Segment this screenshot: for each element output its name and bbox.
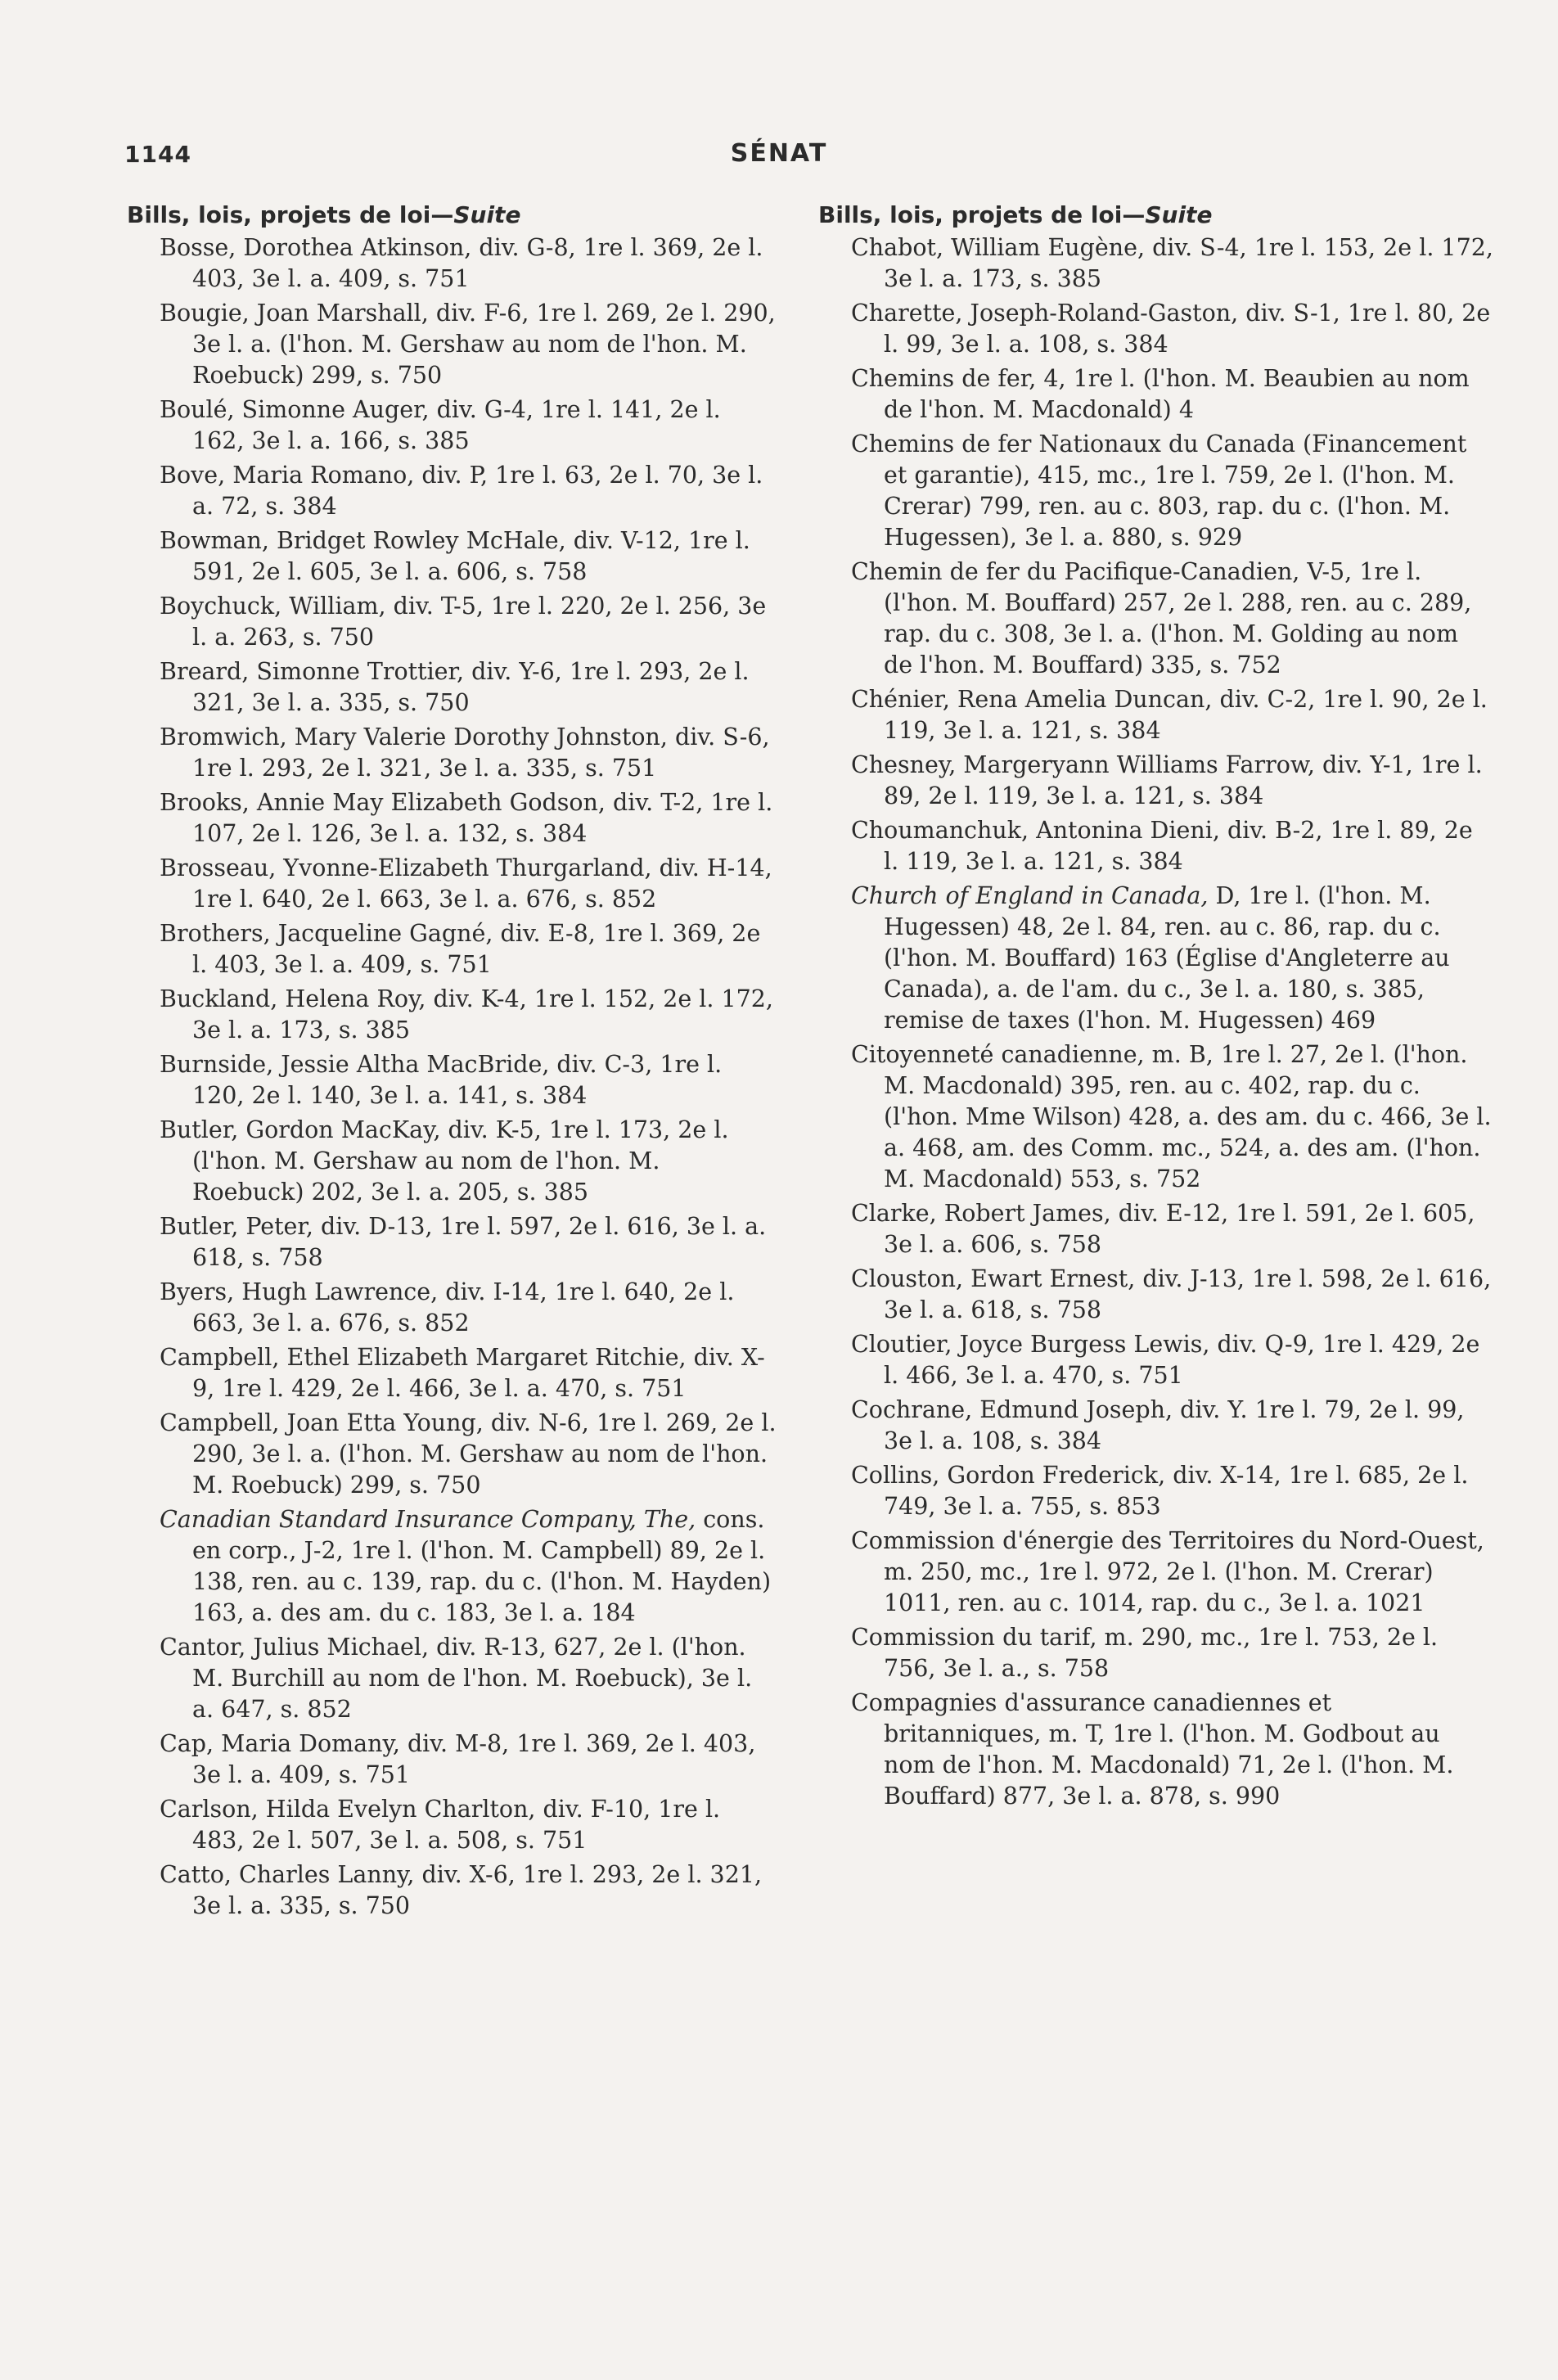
- index-entry: [818, 1264, 1493, 1326]
- index-entry-text: Chemins de fer, 4, 1re l. (l'hon. M. Beaubien au nom de l'hon. M. Macdonald) 4: [851, 365, 1470, 423]
- index-entry-text: Clouston, Ewart Ernest, div. J-13, 1re l. 598, 2e l. 616, 3e l. a. 618, s. 758: [851, 1265, 1492, 1323]
- index-entry-text: Bosse, Dorothea Atkinson, div. G-8, 1re l. 369, 2e l. 403, 3e l. a. 409, s. 751: [160, 234, 763, 292]
- index-entry: [127, 460, 777, 522]
- index-entry-text: Butler, Peter, div. D-13, 1re l. 597, 2e l. 616, 3e l. a. 618, s. 758: [160, 1213, 767, 1271]
- index-entry: [127, 1277, 777, 1339]
- index-entry: [127, 984, 777, 1046]
- index-entry-text: Cap, Maria Domany, div. M-8, 1re l. 369, 2e l. 403, 3e l. a. 409, s. 751: [160, 1730, 756, 1788]
- index-entry-text: Citoyenneté canadienne, m. B, 1re l. 27, 2e l. (l'hon. M. Macdonald) 395, ren. au c. 402, rap. du c. (l'hon. Mme Wilson) 428, a. des am. du c. 466, 3e l. a. 468, am. des Comm. mc., 524, a. des am. (l'hon. M. Macdonald) 553, s. 752: [851, 1041, 1492, 1192]
- index-entry-text: Bougie, Joan Marshall, div. F-6, 1re l. 269, 2e l. 290, 3e l. a. (l'hon. M. Gershaw au nom de l'hon. M. Roebuck) 299, s. 750: [160, 300, 776, 389]
- index-entry: [127, 1049, 777, 1111]
- index-entry: [818, 1039, 1493, 1195]
- index-entry-text: Butler, Gordon MacKay, div. K-5, 1re l. 173, 2e l. (l'hon. M. Gershaw au nom de l'hon. M. Roebuck) 202, 3e l. a. 205, s. 385: [160, 1116, 729, 1206]
- index-entry: [127, 1342, 777, 1404]
- running-head: SÉNAT: [730, 139, 828, 168]
- index-entry-text: D, 1re l. (l'hon. M. Hugessen) 48, 2e l. 84, ren. au c. 86, rap. du c. (l'hon. M. Bouffard) 163 (Église d'Angleterre au Canada), a. de l'am. du c., 3e l. a. 180, s. 385, remise de taxes (l'hon. M. Hugessen) 469: [884, 882, 1450, 1034]
- index-entry-italic-title: Canadian Standard Insurance Company, The,: [160, 1506, 696, 1533]
- index-entry: [818, 1460, 1493, 1522]
- index-entry: [127, 1504, 777, 1629]
- right-column: [818, 200, 1493, 1815]
- index-entry-text: Brooks, Annie May Elizabeth Godson, div. T-2, 1re l. 107, 2e l. 126, 3e l. a. 132, s. 384: [160, 789, 773, 847]
- index-entry-text: Commission du tarif, m. 290, mc., 1re l. 753, 2e l. 756, 3e l. a., s. 758: [851, 1624, 1439, 1682]
- index-entry-text: Carlson, Hilda Evelyn Charlton, div. F-10, 1re l. 483, 2e l. 507, 3e l. a. 508, s. 751: [160, 1796, 721, 1854]
- index-entry-text: Cochrane, Edmund Joseph, div. Y. 1re l. 79, 2e l. 99, 3e l. a. 108, s. 384: [851, 1396, 1465, 1454]
- index-entry: [127, 722, 777, 784]
- index-entry-text: Brothers, Jacqueline Gagné, div. E-8, 1re l. 369, 2e l. 403, 3e l. a. 409, s. 751: [160, 920, 761, 978]
- index-entry-text: Charette, Joseph-Roland-Gaston, div. S-1, 1re l. 80, 2e l. 99, 3e l. a. 108, s. 384: [851, 300, 1491, 358]
- page-number: 1144: [124, 141, 191, 168]
- index-entry: [127, 787, 777, 850]
- index-entry-text: Chemins de fer Nationaux du Canada (Financement et garantie), 415, mc., 1re l. 759, 2e l. (l'hon. M. Crerar) 799, ren. au c. 803, rap. du c. (l'hon. M. Hugessen), 3e l. a. 880, s. 929: [851, 430, 1467, 551]
- index-entry: [818, 750, 1493, 812]
- index-entry-text: Byers, Hugh Lawrence, div. I-14, 1re l. 640, 2e l. 663, 3e l. a. 676, s. 852: [160, 1278, 735, 1336]
- left-column-heading: Bills, lois, projets de loi—Suite: [127, 201, 521, 228]
- index-entry: [127, 1115, 777, 1208]
- index-entry-text: Catto, Charles Lanny, div. X-6, 1re l. 293, 2e l. 321, 3e l. a. 335, s. 750: [160, 1861, 763, 1919]
- index-entry: [818, 1329, 1493, 1391]
- index-entry-text: Cantor, Julius Michael, div. R-13, 627, 2e l. (l'hon. M. Burchill au nom de l'hon. M. Roebuck), 3e l. a. 647, s. 852: [160, 1634, 753, 1723]
- index-entry-text: Campbell, Joan Etta Young, div. N-6, 1re l. 269, 2e l. 290, 3e l. a. (l'hon. M. Gershaw au nom de l'hon. M. Roebuck) 299, s. 750: [160, 1409, 777, 1499]
- index-entry: [127, 1211, 777, 1273]
- index-entry-text: Boulé, Simonne Auger, div. G-4, 1re l. 141, 2e l. 162, 3e l. a. 166, s. 385: [160, 396, 721, 454]
- left-column: [127, 200, 777, 1925]
- index-entry: [818, 363, 1493, 426]
- index-entry-text: Burnside, Jessie Altha MacBride, div. C-3, 1re l. 120, 2e l. 140, 3e l. a. 141, s. 384: [160, 1051, 723, 1109]
- right-column-heading: Bills, lois, projets de loi—Suite: [818, 201, 1213, 228]
- index-entry: [127, 853, 777, 915]
- index-entry: [818, 1198, 1493, 1260]
- index-entry: [127, 1632, 777, 1725]
- index-entry: [818, 1688, 1493, 1812]
- index-entry-text: Chesney, Margeryann Williams Farrow, div. Y-1, 1re l. 89, 2e l. 119, 3e l. a. 121, s. 384: [851, 751, 1483, 809]
- index-entry: [127, 591, 777, 653]
- index-entry: [127, 298, 777, 391]
- index-entry-text: Bowman, Bridget Rowley McHale, div. V-12, 1re l. 591, 2e l. 605, 3e l. a. 606, s. 758: [160, 527, 750, 585]
- index-entry-text: Chemin de fer du Pacifique-Canadien, V-5, 1re l. (l'hon. M. Bouffard) 257, 2e l. 288, ren. au c. 289, rap. du c. 308, 3e l. a. (l'hon. M. Golding au nom de l'hon. M. Bouffard) 335, s. 752: [851, 558, 1472, 678]
- index-entry: [127, 394, 777, 457]
- index-entry-text: cons. en corp., J-2, 1re l. (l'hon. M. Campbell) 89, 2e l. 138, ren. au c. 139, rap. du c. (l'hon. M. Hayden) 163, a. des am. du c. 183, 3e l. a. 184: [192, 1506, 772, 1626]
- index-entry: [818, 557, 1493, 681]
- index-entry-text: Chabot, William Eugène, div. S-4, 1re l. 153, 2e l. 172, 3e l. a. 173, s. 385: [851, 234, 1493, 292]
- index-entry: [127, 1794, 777, 1856]
- index-entry-text: Collins, Gordon Frederick, div. X-14, 1re l. 685, 2e l. 749, 3e l. a. 755, s. 853: [851, 1462, 1469, 1520]
- index-entry: [127, 1408, 777, 1501]
- index-entry-text: Compagnies d'assurance canadiennes et britanniques, m. T, 1re l. (l'hon. M. Godbout au nom de l'hon. M. Macdonald) 71, 2e l. (l'hon. M. Bouffard) 877, 3e l. a. 878, s. 990: [851, 1689, 1454, 1810]
- index-entry-text: Cloutier, Joyce Burgess Lewis, div. Q-9, 1re l. 429, 2e l. 466, 3e l. a. 470, s. 751: [851, 1331, 1480, 1389]
- index-entry: [127, 1859, 777, 1922]
- index-entry: [818, 1526, 1493, 1619]
- index-entry-text: Commission d'énergie des Territoires du Nord-Ouest, m. 250, mc., 1re l. 972, 2e l. (l'hon. M. Crerar) 1011, ren. au c. 1014, rap. du c., 3e l. a. 1021: [851, 1527, 1484, 1616]
- index-entry-text: Boychuck, William, div. T-5, 1re l. 220, 2e l. 256, 3e l. a. 263, s. 750: [160, 593, 767, 651]
- index-entry: [818, 1622, 1493, 1684]
- index-entry-text: Brosseau, Yvonne-Elizabeth Thurgarland, div. H-14, 1re l. 640, 2e l. 663, 3e l. a. 676, s. 852: [160, 854, 772, 913]
- index-entry: [818, 881, 1493, 1036]
- index-entry: [127, 656, 777, 719]
- index-entry: [127, 918, 777, 980]
- index-entry-text: Bromwich, Mary Valerie Dorothy Johnston, div. S-6, 1re l. 293, 2e l. 321, 3e l. a. 335, s. 751: [160, 723, 770, 782]
- index-entry-text: Buckland, Helena Roy, div. K-4, 1re l. 152, 2e l. 172, 3e l. a. 173, s. 385: [160, 985, 773, 1044]
- index-entry: [818, 232, 1493, 295]
- index-entry: [818, 1395, 1493, 1457]
- index-entry-italic-title: Church of England in Canada,: [851, 882, 1209, 909]
- index-entry-text: Campbell, Ethel Elizabeth Margaret Ritchie, div. X-9, 1re l. 429, 2e l. 466, 3e l. a. 470, s. 751: [160, 1344, 765, 1402]
- index-entry: [818, 298, 1493, 360]
- index-entry-text: Choumanchuk, Antonina Dieni, div. B-2, 1re l. 89, 2e l. 119, 3e l. a. 121, s. 384: [851, 817, 1473, 875]
- index-entry: [818, 684, 1493, 746]
- index-entry: [127, 1729, 777, 1791]
- index-entry: [127, 232, 777, 295]
- index-entry: [818, 815, 1493, 877]
- index-entry-text: Chénier, Rena Amelia Duncan, div. C-2, 1re l. 90, 2e l. 119, 3e l. a. 121, s. 384: [851, 686, 1488, 744]
- index-entry-text: Breard, Simonne Trottier, div. Y-6, 1re l. 293, 2e l. 321, 3e l. a. 335, s. 750: [160, 658, 750, 716]
- index-entry: [127, 525, 777, 588]
- index-entry-text: Clarke, Robert James, div. E-12, 1re l. 591, 2e l. 605, 3e l. a. 606, s. 758: [851, 1200, 1475, 1258]
- index-entry: [818, 429, 1493, 553]
- index-entry-text: Bove, Maria Romano, div. P, 1re l. 63, 2e l. 70, 3e l. a. 72, s. 384: [160, 462, 763, 520]
